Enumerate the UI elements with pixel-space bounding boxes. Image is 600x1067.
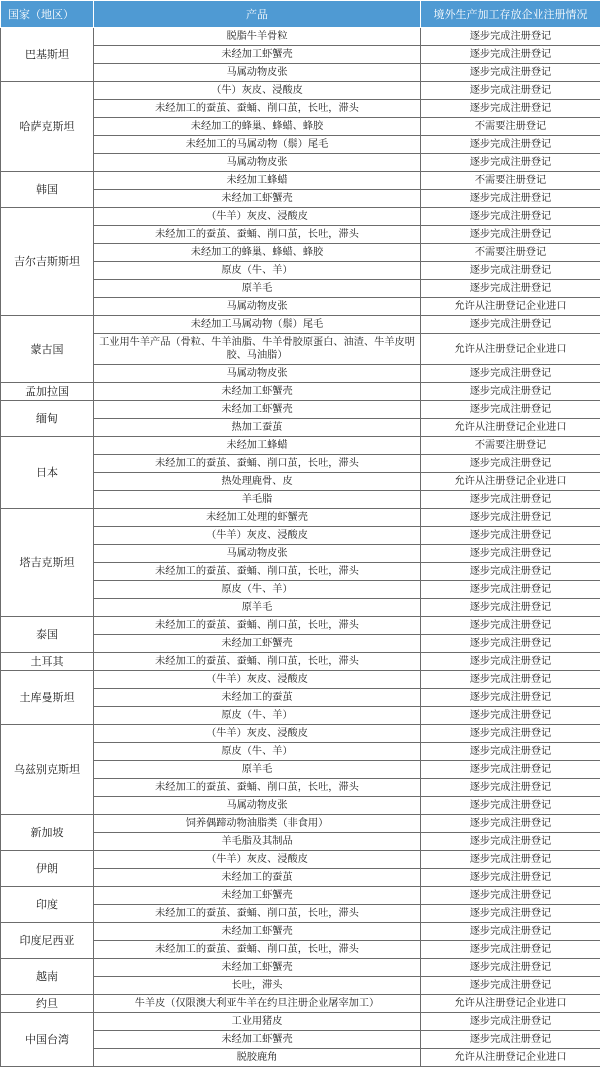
product-cell: 未经加工的蜂巢、蜂蜡、蜂胶 [94, 118, 421, 136]
product-cell: 马属动物皮张 [94, 365, 421, 383]
product-cell: 未经加工的马属动物（鬃）尾毛 [94, 136, 421, 154]
product-cell: 马属动物皮张 [94, 154, 421, 172]
registration-status-cell: 逐步完成注册登记 [421, 653, 600, 671]
product-cell: 未经加工马属动物（鬃）尾毛 [94, 316, 421, 334]
product-cell: 未经加工的蚕茧 [94, 689, 421, 707]
registration-status-cell: 逐步完成注册登记 [421, 671, 600, 689]
registration-status-cell: 不需要注册登记 [421, 437, 600, 455]
header-row [1, 1, 600, 28]
registration-status-cell: 逐步完成注册登记 [421, 226, 600, 244]
registration-status-cell: 逐步完成注册登记 [421, 815, 600, 833]
table-row [1, 316, 600, 334]
registration-status-cell: 逐步完成注册登记 [421, 779, 600, 797]
product-cell: 羊毛脂及其制品 [94, 833, 421, 851]
registration-status-cell: 逐步完成注册登记 [421, 100, 600, 118]
product-cell: 未经加工虾蟹壳 [94, 1031, 421, 1049]
product-cell: 未经加工的蚕茧 [94, 869, 421, 887]
product-cell: 马属动物皮张 [94, 64, 421, 82]
registration-status-cell: 逐步完成注册登记 [421, 833, 600, 851]
country-cell: 约旦 [1, 995, 94, 1013]
registration-status-cell: 逐步完成注册登记 [421, 365, 600, 383]
registration-status-cell: 逐步完成注册登记 [421, 959, 600, 977]
registration-status-cell: 逐步完成注册登记 [421, 689, 600, 707]
country-cell: 土库曼斯坦 [1, 671, 94, 725]
product-cell: 马属动物皮张 [94, 298, 421, 316]
table-row [1, 653, 600, 671]
product-cell: 牛羊皮（仅限澳大利亚牛羊在约旦注册企业屠宰加工） [94, 995, 421, 1013]
country-cell: 越南 [1, 959, 94, 995]
table-row [1, 995, 600, 1013]
product-cell: 未经加工虾蟹壳 [94, 635, 421, 653]
product-cell: 未经加工的蚕茧、蚕蛹、削口茧，长吐，滞头 [94, 941, 421, 959]
registration-status-cell: 逐步完成注册登记 [421, 46, 600, 64]
country-cell: 塔吉克斯坦 [1, 509, 94, 617]
registration-status-cell: 逐步完成注册登记 [421, 725, 600, 743]
product-cell: 未经加工虾蟹壳 [94, 190, 421, 208]
table-row [1, 725, 600, 743]
registration-status-cell: 逐步完成注册登记 [421, 136, 600, 154]
header-product: 产品 [94, 1, 421, 28]
registration-status-cell: 逐步完成注册登记 [421, 851, 600, 869]
product-cell: （牛羊）灰皮、浸酸皮 [94, 527, 421, 545]
registration-status-cell: 逐步完成注册登记 [421, 1013, 600, 1031]
country-cell: 韩国 [1, 172, 94, 208]
product-cell: 原皮（牛、羊） [94, 262, 421, 280]
registration-status-cell: 逐步完成注册登记 [421, 154, 600, 172]
product-cell: 原羊毛 [94, 761, 421, 779]
table-row [1, 509, 600, 527]
country-cell: 缅甸 [1, 401, 94, 437]
registration-status-cell: 逐步完成注册登记 [421, 707, 600, 725]
table-row [1, 671, 600, 689]
product-cell: 未经加工蜂蜡 [94, 437, 421, 455]
registration-status-cell: 逐步完成注册登记 [421, 797, 600, 815]
registration-status-cell: 允许从注册登记企业进口 [421, 298, 600, 316]
product-cell: 未经加工的蚕茧、蚕蛹、削口茧，长吐，滞头 [94, 617, 421, 635]
table-row [1, 28, 600, 46]
country-cell: 吉尔吉斯斯坦 [1, 208, 94, 316]
country-cell: 孟加拉国 [1, 383, 94, 401]
product-cell: 原皮（牛、羊） [94, 581, 421, 599]
registration-status-cell: 逐步完成注册登记 [421, 527, 600, 545]
country-cell: 巴基斯坦 [1, 28, 94, 82]
product-cell: 未经加工虾蟹壳 [94, 887, 421, 905]
registration-status-cell: 允许从注册登记企业进口 [421, 419, 600, 437]
registration-status-cell: 逐步完成注册登记 [421, 617, 600, 635]
registration-status-cell: 逐步完成注册登记 [421, 262, 600, 280]
registration-status-cell: 逐步完成注册登记 [421, 743, 600, 761]
registration-status-cell: 不需要注册登记 [421, 118, 600, 136]
product-cell: 未经加工的蚕茧、蚕蛹、削口茧，长吐，滞头 [94, 779, 421, 797]
product-cell: 未经加工虾蟹壳 [94, 383, 421, 401]
product-cell: 马属动物皮张 [94, 797, 421, 815]
product-cell: 原皮（牛、羊） [94, 743, 421, 761]
registration-status-cell: 逐步完成注册登记 [421, 977, 600, 995]
product-cell: （牛羊）灰皮、浸酸皮 [94, 851, 421, 869]
product-cell: 未经加工虾蟹壳 [94, 923, 421, 941]
registration-status-cell: 允许从注册登记企业进口 [421, 995, 600, 1013]
country-cell: 日本 [1, 437, 94, 509]
header-registration: 境外生产加工存放企业注册情况 [421, 1, 600, 28]
registration-status-cell: 逐步完成注册登记 [421, 316, 600, 334]
registration-status-cell: 逐步完成注册登记 [421, 383, 600, 401]
registration-status-cell: 逐步完成注册登记 [421, 545, 600, 563]
country-cell: 蒙古国 [1, 316, 94, 383]
registration-status-cell: 逐步完成注册登记 [421, 401, 600, 419]
registration-status-cell: 允许从注册登记企业进口 [421, 1049, 600, 1067]
registration-status-cell: 逐步完成注册登记 [421, 941, 600, 959]
product-cell: （牛羊）灰皮、浸酸皮 [94, 671, 421, 689]
country-cell: 乌兹别克斯坦 [1, 725, 94, 815]
table-row [1, 923, 600, 941]
country-cell: 土耳其 [1, 653, 94, 671]
product-cell: 未经加工的蚕茧、蚕蛹、削口茧，长吐，滞头 [94, 653, 421, 671]
registration-status-cell: 逐步完成注册登记 [421, 869, 600, 887]
product-cell: 未经加工虾蟹壳 [94, 46, 421, 64]
table-row [1, 959, 600, 977]
header-country: 国家（地区） [1, 1, 94, 28]
country-cell: 伊朗 [1, 851, 94, 887]
product-cell: 未经加工虾蟹壳 [94, 959, 421, 977]
registration-status-cell: 逐步完成注册登记 [421, 208, 600, 226]
table-row [1, 82, 600, 100]
product-cell: 脱胶鹿角 [94, 1049, 421, 1067]
product-cell: （牛羊）灰皮、浸酸皮 [94, 208, 421, 226]
registration-status-cell: 逐步完成注册登记 [421, 509, 600, 527]
registration-status-cell: 允许从注册登记企业进口 [421, 473, 600, 491]
product-cell: 未经加工虾蟹壳 [94, 401, 421, 419]
product-cell: 工业用猪皮 [94, 1013, 421, 1031]
product-cell: 未经加工的蚕茧、蚕蛹、削口茧，长吐，滞头 [94, 455, 421, 473]
country-cell: 泰国 [1, 617, 94, 653]
registration-status-cell: 允许从注册登记企业进口 [421, 334, 600, 365]
product-cell: 未经加工的蚕茧、蚕蛹、削口茧，长吐，滞头 [94, 226, 421, 244]
product-cell: 脱脂牛羊骨粒 [94, 28, 421, 46]
registration-status-cell: 逐步完成注册登记 [421, 491, 600, 509]
registration-status-cell: 逐步完成注册登记 [421, 64, 600, 82]
registration-status-cell: 不需要注册登记 [421, 172, 600, 190]
registration-status-cell: 逐步完成注册登记 [421, 82, 600, 100]
product-cell: （牛）灰皮、浸酸皮 [94, 82, 421, 100]
table-row [1, 1013, 600, 1031]
product-cell: 马属动物皮张 [94, 545, 421, 563]
product-cell: 长吐，滞头 [94, 977, 421, 995]
registration-status-cell: 逐步完成注册登记 [421, 887, 600, 905]
product-cell: 原皮（牛、羊） [94, 707, 421, 725]
registration-status-cell: 不需要注册登记 [421, 244, 600, 262]
registration-status-cell: 逐步完成注册登记 [421, 905, 600, 923]
table-row [1, 617, 600, 635]
registration-status-cell: 逐步完成注册登记 [421, 635, 600, 653]
product-cell: 饲养偶蹄动物油脂类（非食用） [94, 815, 421, 833]
table-body [1, 28, 600, 1067]
registration-status-cell: 逐步完成注册登记 [421, 761, 600, 779]
table-row [1, 851, 600, 869]
table-row [1, 437, 600, 455]
registration-status-cell: 逐步完成注册登记 [421, 1031, 600, 1049]
product-cell: 原羊毛 [94, 599, 421, 617]
product-cell: 未经加工的蚕茧、蚕蛹、削口茧，长吐，滞头 [94, 100, 421, 118]
product-cell: 羊毛脂 [94, 491, 421, 509]
country-cell: 印度 [1, 887, 94, 923]
product-cell: 未经加工的蚕茧、蚕蛹、削口茧，长吐，滞头 [94, 563, 421, 581]
product-cell: 未经加工的蚕茧、蚕蛹、削口茧，长吐，滞头 [94, 905, 421, 923]
product-cell: 原羊毛 [94, 280, 421, 298]
registration-status-cell: 逐步完成注册登记 [421, 28, 600, 46]
product-cell: （牛羊）灰皮、浸酸皮 [94, 725, 421, 743]
table-row [1, 172, 600, 190]
registration-status-cell: 逐步完成注册登记 [421, 455, 600, 473]
table-row [1, 208, 600, 226]
registration-status-cell: 逐步完成注册登记 [421, 923, 600, 941]
product-cell: 热加工蚕茧 [94, 419, 421, 437]
country-cell: 哈萨克斯坦 [1, 82, 94, 172]
product-cell: 工业用牛羊产品（骨粒、牛羊油脂、牛羊骨胶原蛋白、油渣、牛羊皮明胶、马油脂） [94, 334, 421, 365]
registration-status-cell: 逐步完成注册登记 [421, 599, 600, 617]
registration-status-cell: 逐步完成注册登记 [421, 280, 600, 298]
product-cell: 未经加工的蜂巢、蜂蜡、蜂胶 [94, 244, 421, 262]
registration-status-cell: 逐步完成注册登记 [421, 563, 600, 581]
table-row [1, 887, 600, 905]
table-row [1, 383, 600, 401]
product-cell: 未经加工蜂蜡 [94, 172, 421, 190]
registration-status-cell: 逐步完成注册登记 [421, 190, 600, 208]
product-cell: 未经加工处理的虾蟹壳 [94, 509, 421, 527]
product-cell: 热处理鹿骨、皮 [94, 473, 421, 491]
table-row [1, 401, 600, 419]
table-row [1, 815, 600, 833]
registration-status-cell: 逐步完成注册登记 [421, 581, 600, 599]
country-cell: 中国台湾 [1, 1013, 94, 1067]
country-cell: 印度尼西亚 [1, 923, 94, 959]
country-cell: 新加坡 [1, 815, 94, 851]
